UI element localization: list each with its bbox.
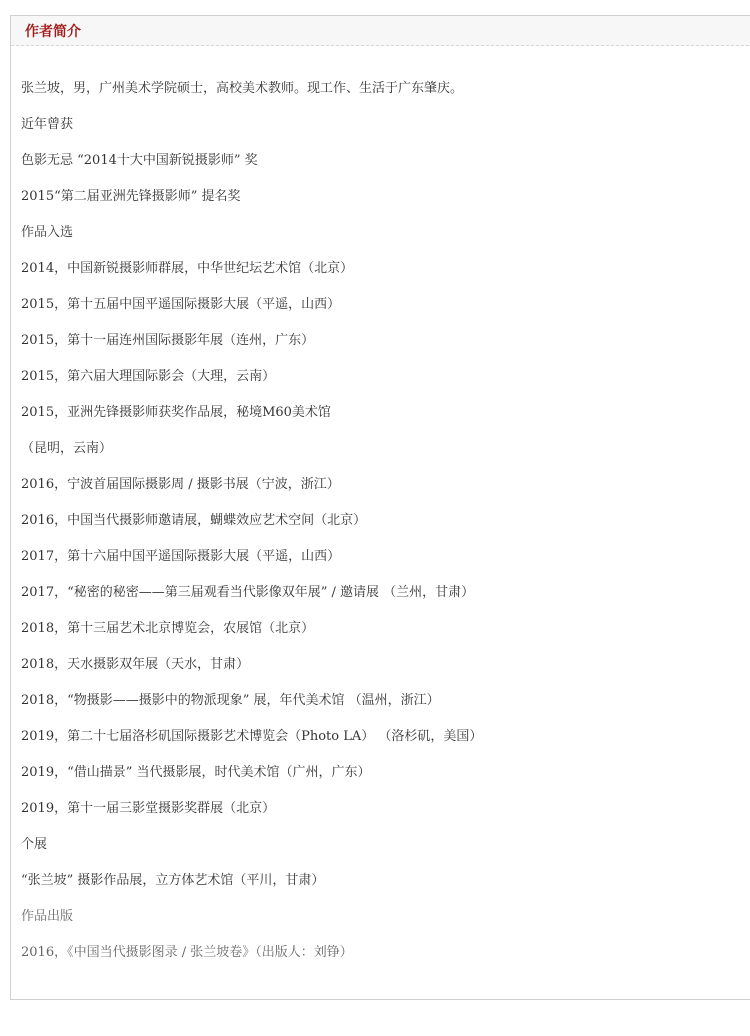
- exhibition-item: 2018，第十三届艺术北京博览会，农展馆（北京）: [21, 621, 315, 636]
- exhibition-item: 2019，第十一届三影堂摄影奖群展（北京）: [21, 801, 276, 816]
- award-item: 色影无忌 “2014十大中国新锐摄影师” 奖: [21, 153, 258, 168]
- section-heading-selected-works: 作品入选: [21, 225, 74, 240]
- solo-exhibition-item: “张兰坡” 摄影作品展，立方体艺术馆（平川，甘肃）: [21, 873, 325, 888]
- bio-content: [21, 71, 741, 971]
- exhibition-item: 2018，“物摄影——摄影中的物派现象” 展，年代美术馆 （温州，浙江）: [21, 693, 440, 708]
- panel-header: [11, 16, 750, 46]
- exhibition-item: 2019，第二十七届洛杉矶国际摄影艺术博览会（Photo LA） （洛杉矶，美国）: [21, 729, 483, 744]
- exhibition-item: 2019，“借山描景” 当代摄影展，时代美术馆（广州，广东）: [21, 765, 371, 780]
- exhibition-item: 2017，“秘密的秘密——第三届观看当代影像双年展” / 邀请展 （兰州，甘肃）: [21, 585, 475, 600]
- exhibition-item: 2018，天水摄影双年展（天水，甘肃）: [21, 657, 250, 672]
- author-bio-panel: [10, 15, 750, 1000]
- exhibition-item: 2016，中国当代摄影师邀请展，蝴蝶效应艺术空间（北京）: [21, 513, 367, 528]
- exhibition-item: 2016，宁波首届国际摄影周 / 摄影书展（宁波，浙江）: [21, 477, 340, 492]
- exhibition-item: 2015，第六届大理国际影会（大理，云南）: [21, 369, 276, 384]
- panel-title: 作者简介: [25, 23, 81, 40]
- section-heading-publications: 作品出版: [21, 909, 74, 924]
- exhibition-item: 2014，中国新锐摄影师群展，中华世纪坛艺术馆（北京）: [21, 261, 354, 276]
- exhibition-item: 2015，第十五届中国平遥国际摄影大展（平遥，山西）: [21, 297, 341, 312]
- award-item: 2015“第二届亚洲先锋摄影师” 提名奖: [21, 189, 241, 204]
- bio-intro: 张兰坡，男，广州美术学院硕士，高校美术教师。现工作、生活于广东肇庆。: [21, 81, 464, 96]
- section-heading-solo-exhibition: 个展: [21, 837, 48, 852]
- exhibition-item: 2015，亚洲先锋摄影师获奖作品展，秘境M60美术馆: [21, 405, 331, 420]
- exhibition-item: 2015，第十一届连州国际摄影年展（连州，广东）: [21, 333, 315, 348]
- exhibition-item-continued: （昆明，云南）: [21, 441, 113, 456]
- section-heading-awards: 近年曾获: [21, 117, 74, 132]
- publication-item: 2016，《中国当代摄影图录 / 张兰坡卷》（出版人：刘铮）: [21, 945, 353, 960]
- exhibition-item: 2017，第十六届中国平遥国际摄影大展（平遥，山西）: [21, 549, 341, 564]
